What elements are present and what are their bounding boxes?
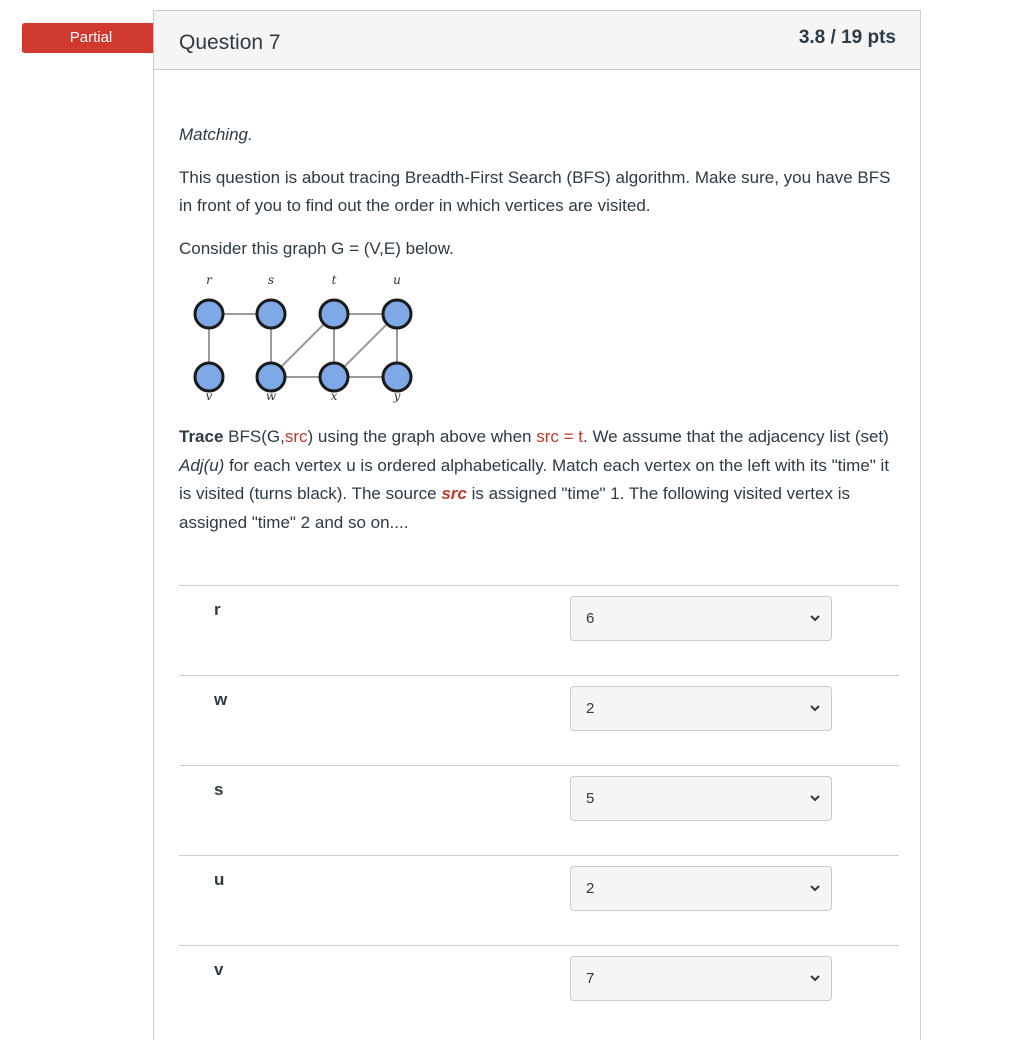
trace-src-italic: src bbox=[441, 484, 467, 503]
question-title: Question 7 bbox=[179, 31, 281, 54]
intro-text: This question is about tracing Breadth-First Search (BFS) algorithm. Make sure, you have BFS in front of you to find out the order in which vertices are visited. bbox=[179, 167, 891, 215]
graph-label-y: y bbox=[393, 389, 401, 403]
trace-call-suffix: ) using the graph above when bbox=[307, 427, 537, 446]
match-answer-select[interactable] bbox=[570, 956, 832, 1001]
graph-label-w: w bbox=[265, 389, 277, 403]
node-t bbox=[320, 300, 348, 328]
node-u bbox=[383, 300, 411, 328]
trace-call-src: src bbox=[284, 427, 308, 446]
node-r bbox=[195, 300, 223, 328]
chevron-down-icon bbox=[809, 792, 821, 804]
trace-lead: Trace bbox=[179, 427, 224, 446]
graph-label-t: t bbox=[331, 273, 337, 287]
question-header bbox=[154, 11, 920, 70]
select-value: 6 bbox=[586, 610, 595, 627]
node-w bbox=[257, 363, 285, 391]
match-vertex-label: s bbox=[214, 780, 224, 799]
match-vertex-label: r bbox=[214, 600, 221, 619]
match-row bbox=[179, 675, 899, 765]
match-answer-select[interactable] bbox=[570, 596, 832, 641]
match-row bbox=[179, 585, 899, 675]
node-x bbox=[320, 363, 348, 391]
chevron-down-icon bbox=[809, 972, 821, 984]
match-row bbox=[179, 855, 899, 945]
trace-call-prefix: BFS(G, bbox=[223, 427, 285, 446]
graph-label-u: u bbox=[393, 273, 401, 287]
question-points: 3.8 / 19 pts bbox=[798, 27, 896, 48]
chevron-down-icon bbox=[809, 612, 821, 624]
select-value: 5 bbox=[586, 790, 595, 807]
node-y bbox=[383, 363, 411, 391]
status-badge bbox=[22, 23, 170, 53]
graph-label-s: s bbox=[267, 273, 275, 287]
match-answer-select[interactable] bbox=[570, 776, 832, 821]
node-s bbox=[257, 300, 285, 328]
select-value: 2 bbox=[586, 700, 595, 717]
question-body bbox=[179, 121, 894, 537]
graph-label-v: v bbox=[205, 389, 213, 403]
graph-label-r: r bbox=[206, 273, 212, 287]
trace-end: is assigned "time" 1. The following visited vertex is assigned "time" 2 and so on.... bbox=[179, 484, 850, 532]
match-answer-select[interactable] bbox=[570, 686, 832, 731]
consider-text: Consider this graph G = (V,E) below. bbox=[179, 238, 454, 258]
match-vertex-label: u bbox=[214, 870, 225, 889]
graph-edges bbox=[209, 314, 397, 377]
matching-list bbox=[179, 585, 899, 1035]
trace-instructions bbox=[179, 423, 894, 537]
trace-src-eq: src = t bbox=[536, 427, 583, 446]
select-value: 7 bbox=[586, 970, 595, 987]
graph-label-x: x bbox=[330, 389, 338, 403]
trace-adj: Adj(u) bbox=[179, 455, 225, 475]
trace-mid: for each vertex u is ordered alphabetically. Match each vertex on the left with its "time" it is visited (turns black). The source bbox=[179, 455, 890, 503]
chevron-down-icon bbox=[809, 702, 821, 714]
match-vertex-label: w bbox=[214, 690, 228, 709]
bfs-graph-image bbox=[184, 267, 424, 403]
matching-label: Matching. bbox=[179, 125, 253, 144]
status-badge-label: Partial bbox=[69, 29, 113, 46]
chevron-down-icon bbox=[809, 882, 821, 894]
match-row bbox=[179, 945, 899, 1035]
match-vertex-label: v bbox=[214, 960, 224, 979]
match-answer-select[interactable] bbox=[570, 866, 832, 911]
select-value: 2 bbox=[586, 880, 595, 897]
match-row bbox=[179, 765, 899, 855]
question-card bbox=[153, 10, 921, 1040]
node-v bbox=[195, 363, 223, 391]
trace-after-src: . We assume that the adjacency list (set) bbox=[583, 427, 889, 446]
